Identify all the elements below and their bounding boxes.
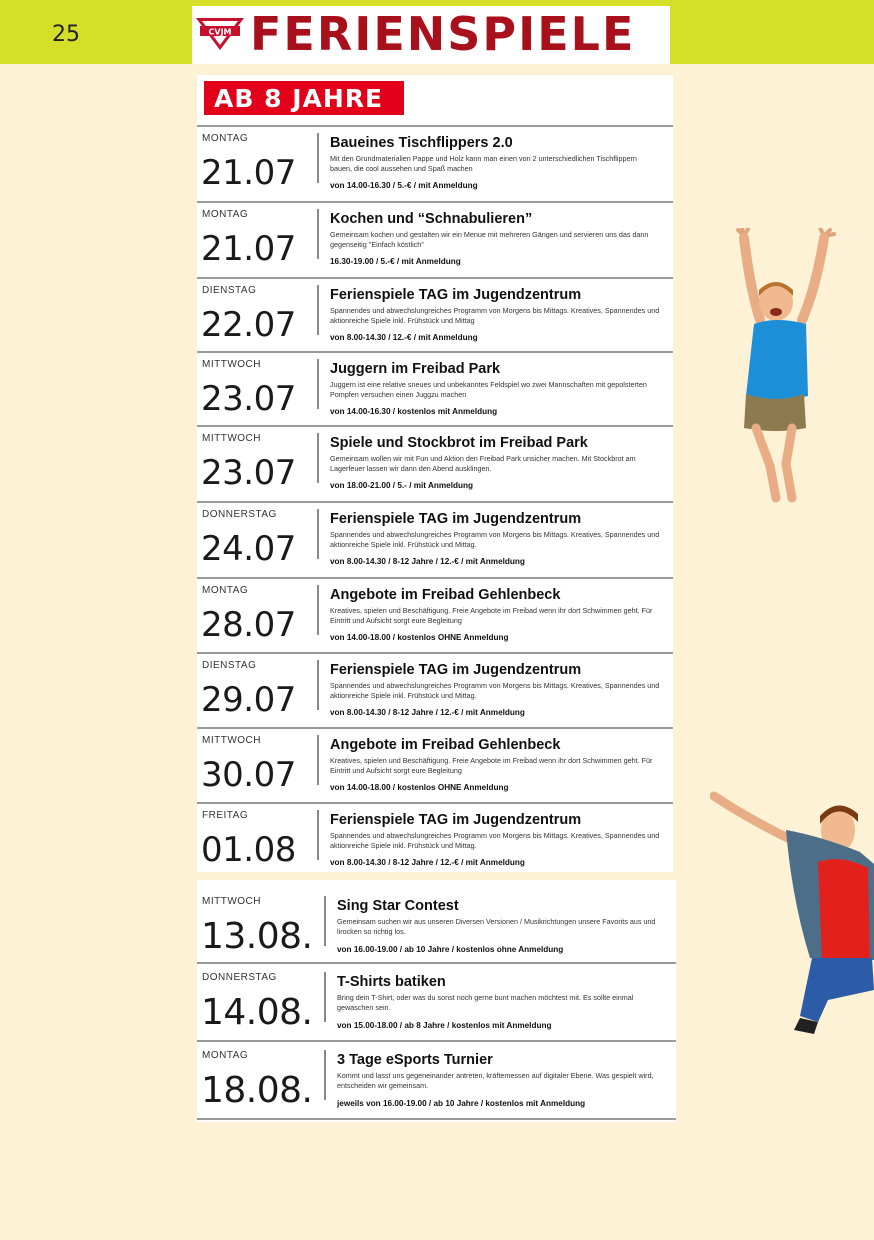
event-date: 01.08 bbox=[201, 830, 296, 870]
event-day: MITTWOCH bbox=[202, 896, 261, 907]
event-description: Mit den Grundmaterialien Pappe und Holz kann man einen von 2 unterschiedlichen Tischflippern bauen, die cool aussehen und Spaß machen bbox=[330, 154, 637, 173]
event-title: T-Shirts batiken bbox=[337, 974, 446, 990]
event-item bbox=[197, 890, 676, 964]
schedule-panel-1 bbox=[197, 75, 673, 872]
event-day: MITTWOCH bbox=[202, 735, 261, 746]
event-item bbox=[197, 802, 673, 872]
event-date: 30.07 bbox=[201, 755, 296, 795]
event-description: Juggern ist eine relative sneues und unbekanntes Feldspiel wo zwei Mannschaften mit gepolsterten Pompfen versuchen einen Juggzu machen bbox=[330, 380, 647, 399]
page-title: FERIENSPIELE bbox=[250, 7, 636, 61]
event-day: DONNERSTAG bbox=[202, 509, 277, 520]
event-description: Gemeinsam suchen wir aus unseren Diversen Versionen / Musikrichtungen unsere Favorits aus und lirocken so richtig los. bbox=[337, 917, 656, 936]
event-info: jeweils von 16.00-19.00 / ab 10 Jahre / kostenlos mit Anmeldung bbox=[337, 1099, 586, 1108]
event-date: 21.07 bbox=[201, 153, 296, 193]
divider bbox=[317, 133, 319, 183]
divider bbox=[317, 209, 319, 259]
event-date: 23.07 bbox=[201, 453, 296, 493]
jumping-boy-illustration bbox=[710, 790, 874, 1035]
cvjm-logo bbox=[196, 18, 244, 50]
event-description: Kommt und lasst uns gegeneinander antreten, kräftemessen auf digitaler Ebene. Was gespielt wird, entscheiden wir gemeinsam. bbox=[337, 1071, 654, 1090]
event-title: Ferienspiele TAG im Jugendzentrum bbox=[330, 662, 582, 678]
event-item bbox=[197, 577, 673, 653]
event-info: von 14.00-16.30 / kostenlos mit Anmeldung bbox=[330, 407, 498, 416]
event-day: FREITAG bbox=[202, 810, 249, 821]
event-description: Spannendes und abwechslungreiches Programm von Morgens bis Mittags. Kreatives, Spannendes und aktionreiche Spiele inkl. Frühstück und Mittag. bbox=[330, 681, 660, 700]
page-number: 25 bbox=[52, 22, 80, 47]
event-description: Kreatives, spielen und Beschäftigung. Freie Angebote im Freibad wenn ihr dort Schwimmen geht. Für Eintritt und Aufsicht sorgt eure Begleitung bbox=[330, 756, 653, 775]
event-title: Angebote im Freibad Gehlenbeck bbox=[330, 737, 561, 753]
event-item bbox=[197, 201, 673, 277]
event-info: von 8.00-14.30 / 12.-€ / mit Anmeldung bbox=[330, 333, 478, 342]
event-date: 29.07 bbox=[201, 680, 296, 720]
event-item bbox=[197, 727, 673, 803]
event-description: Gemeinsam kochen und gestalten wir ein Menue mit mehreren Gängen und servieren uns das dann gegenseitig "Einfach köstlich" bbox=[330, 230, 649, 249]
divider bbox=[324, 972, 326, 1022]
event-info: 16.30-19.00 / 5.-€ / mit Anmeldung bbox=[330, 257, 461, 266]
event-date: 24.07 bbox=[201, 529, 296, 569]
event-date: 23.07 bbox=[201, 379, 296, 419]
event-item bbox=[197, 351, 673, 427]
event-date: 13.08. bbox=[201, 916, 313, 957]
event-info: von 14.00-18.00 / kostenlos OHNE Anmeldung bbox=[330, 783, 509, 792]
event-info: von 8.00-14.30 / 8-12 Jahre / 12.-€ / mit Anmeldung bbox=[330, 708, 525, 717]
event-title: Juggern im Freibad Park bbox=[330, 361, 501, 377]
age-badge: AB 8 JAHRE bbox=[204, 81, 404, 115]
event-title: Kochen und “Schnabulieren” bbox=[330, 211, 533, 227]
event-description: Spannendes und abwechslungreiches Programm von Morgens bis Mittags. Kreatives, Spannendes und aktionreiche Spiele inkl. Frühstück und Mittag. bbox=[330, 831, 660, 850]
divider bbox=[317, 735, 319, 785]
divider bbox=[317, 509, 319, 559]
divider bbox=[317, 810, 319, 860]
event-description: Spannendes und abwechslungreiches Programm von Morgens bis Mittags. Kreatives, Spannendes und aktionreiche Spiele inkl. Frühstück und Mittag. bbox=[330, 530, 660, 549]
event-item bbox=[197, 125, 673, 201]
event-info: von 8.00-14.30 / 8-12 Jahre / 12.-€ / mit Anmeldung bbox=[330, 858, 525, 867]
divider bbox=[317, 433, 319, 483]
event-day: MONTAG bbox=[202, 585, 249, 596]
divider bbox=[317, 285, 319, 335]
event-date: 28.07 bbox=[201, 605, 296, 645]
event-title: Baueines Tischflippers 2.0 bbox=[330, 135, 513, 151]
event-day: DONNERSTAG bbox=[202, 972, 277, 983]
event-info: von 14.00-18.00 / kostenlos OHNE Anmeldung bbox=[330, 633, 509, 642]
header-banner bbox=[192, 6, 670, 64]
event-title: Spiele und Stockbrot im Freibad Park bbox=[330, 435, 588, 451]
event-title: Ferienspiele TAG im Jugendzentrum bbox=[330, 287, 582, 303]
jumping-boy-illustration bbox=[726, 228, 838, 506]
event-title: 3 Tage eSports Turnier bbox=[337, 1052, 493, 1068]
event-date: 18.08. bbox=[201, 1070, 313, 1111]
event-info: von 14.00-16.30 / 5.-€ / mit Anmeldung bbox=[330, 181, 478, 190]
event-title: Ferienspiele TAG im Jugendzentrum bbox=[330, 511, 582, 527]
divider bbox=[324, 896, 326, 946]
event-info: von 18.00-21.00 / 5.- / mit Anmeldung bbox=[330, 481, 474, 490]
event-item bbox=[197, 652, 673, 728]
schedule-panel-2 bbox=[197, 880, 676, 1122]
divider bbox=[317, 660, 319, 710]
event-item bbox=[197, 425, 673, 501]
event-date: 14.08. bbox=[201, 992, 313, 1033]
logo-text: CVJM bbox=[208, 27, 232, 37]
event-day: DIENSTAG bbox=[202, 285, 257, 296]
event-item bbox=[197, 966, 676, 1042]
event-title: Ferienspiele TAG im Jugendzentrum bbox=[330, 812, 582, 828]
divider bbox=[317, 359, 319, 409]
event-info: von 8.00-14.30 / 8-12 Jahre / 12.-€ / mit Anmeldung bbox=[330, 557, 525, 566]
event-title: Sing Star Contest bbox=[337, 898, 459, 914]
event-item bbox=[197, 1044, 676, 1120]
divider bbox=[317, 585, 319, 635]
event-description: Bring dein T-Shirt, oder was du sonst noch gerne bunt machen möchtest mit. Es sollte einmal gewaschen sein. bbox=[337, 993, 634, 1012]
event-day: MONTAG bbox=[202, 209, 249, 220]
event-item bbox=[197, 501, 673, 577]
event-info: von 15.00-18.00 / ab 8 Jahre / kostenlos mit Anmeldung bbox=[337, 1021, 552, 1030]
event-date: 22.07 bbox=[201, 305, 296, 345]
event-description: Gemeinsam wollen wir mit Fun und Aktion den Freibad Park unsicher machen. Mit Stockbrot am Lagerfeuer lassen wir dann den Abend ausklingen. bbox=[330, 454, 636, 473]
event-info: von 16.00-19.00 / ab 10 Jahre / kostenlos ohne Anmeldung bbox=[337, 945, 564, 954]
event-date: 21.07 bbox=[201, 229, 296, 269]
event-day: MONTAG bbox=[202, 133, 249, 144]
event-day: MITTWOCH bbox=[202, 359, 261, 370]
event-description: Kreatives, spielen und Beschäftigung. Freie Angebote im Freibad wenn ihr dort Schwimmen geht. Für Eintritt und Aufsicht sorgt eure Begleitung bbox=[330, 606, 653, 625]
event-day: DIENSTAG bbox=[202, 660, 257, 671]
divider bbox=[324, 1050, 326, 1100]
event-day: MONTAG bbox=[202, 1050, 249, 1061]
event-description: Spannendes und abwechslungreiches Programm von Morgens bis Mittags. Kreatives, Spannendes und aktionreiche Spiele inkl. Frühstück und Mittag bbox=[330, 306, 660, 325]
event-item bbox=[197, 277, 673, 353]
event-title: Angebote im Freibad Gehlenbeck bbox=[330, 587, 561, 603]
event-day: MITTWOCH bbox=[202, 433, 261, 444]
